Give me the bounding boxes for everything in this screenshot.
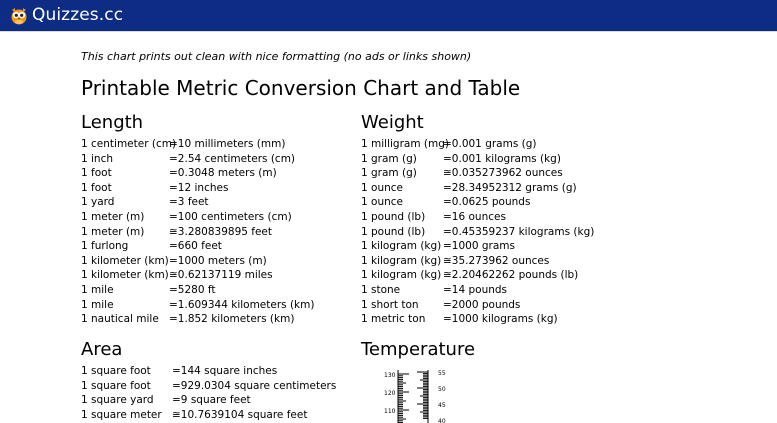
value-cell: ≅0.035273962 ounces <box>443 167 563 180</box>
table-row <box>361 239 621 254</box>
f-tick-label: 130 <box>384 372 396 379</box>
value-cell: ≅0.62137119 miles <box>169 269 273 282</box>
table-row <box>81 239 341 254</box>
table-row <box>81 298 341 313</box>
value-cell: =929.0304 square centimeters <box>172 379 337 392</box>
unit-cell: 1 foot <box>81 167 112 180</box>
value-cell: =9 square feet <box>172 394 251 407</box>
value-cell: =14 pounds <box>443 283 508 296</box>
unit-cell: 1 square meter <box>81 408 162 421</box>
table-row <box>81 312 341 327</box>
c-tick-label: 45 <box>438 402 446 409</box>
table-row <box>81 379 341 394</box>
length-title: Length <box>81 112 144 133</box>
table-row <box>361 152 621 167</box>
temperature-title: Temperature <box>361 339 476 360</box>
top-bar <box>0 0 777 32</box>
value-cell: =16 ounces <box>443 210 506 223</box>
unit-cell: 1 mile <box>81 283 114 296</box>
table-row <box>361 225 621 240</box>
value-cell: =2.54 centimeters (cm) <box>169 152 296 165</box>
table-row <box>361 166 621 181</box>
table-row <box>81 195 341 210</box>
weight-table <box>361 137 621 327</box>
table-row <box>361 298 621 313</box>
table-row <box>81 268 341 283</box>
unit-cell: 1 meter (m) <box>81 225 145 238</box>
unit-cell: 1 milligram (mg) <box>361 138 449 150</box>
brand-name: Quizzes.cc <box>32 5 124 25</box>
value-cell: =0.0625 pounds <box>443 196 531 209</box>
c-tick-label: 40 <box>438 418 446 423</box>
value-cell: =100 centimeters (cm) <box>169 210 292 223</box>
area-table <box>81 364 341 422</box>
value-cell: ≅3.280839895 feet <box>169 225 273 238</box>
c-tick-label: 55 <box>438 370 446 377</box>
value-cell: =10 millimeters (mm) <box>169 138 286 150</box>
unit-cell: 1 square yard <box>81 394 154 407</box>
unit-cell: 1 kilogram (kg) <box>361 240 442 253</box>
unit-cell: 1 gram (g) <box>361 152 417 165</box>
f-tick-label: 110 <box>384 408 396 415</box>
value-cell: =1000 kilograms (kg) <box>443 313 558 326</box>
unit-cell: 1 kilometer (km) <box>81 269 169 282</box>
value-cell: =0.45359237 kilograms (kg) <box>443 225 595 238</box>
table-row <box>81 283 341 298</box>
value-cell: ≅2.20462262 pounds (lb) <box>443 269 579 282</box>
unit-cell: 1 kilogram (kg) <box>361 254 442 267</box>
table-row <box>361 268 621 283</box>
unit-cell: 1 short ton <box>361 298 419 311</box>
table-row <box>81 364 341 379</box>
unit-cell: 1 centimeter (cm) <box>81 138 177 150</box>
unit-cell: 1 furlong <box>81 240 129 253</box>
unit-cell: 1 ounce <box>361 196 403 209</box>
value-cell: =0.001 kilograms (kg) <box>443 152 561 165</box>
unit-cell: 1 square foot <box>81 379 151 392</box>
weight-title: Weight <box>361 112 424 133</box>
value-cell: =5280 ft <box>169 283 216 296</box>
unit-cell: 1 inch <box>81 152 114 165</box>
unit-cell: 1 pound (lb) <box>361 225 426 238</box>
unit-cell: 1 kilometer (km) <box>81 254 169 267</box>
thermometer-scale-graphic <box>383 368 453 423</box>
unit-cell: 1 nautical mile <box>81 313 159 326</box>
value-cell: =0.001 grams (g) <box>443 138 537 150</box>
value-cell: =28.34952312 grams (g) <box>443 181 577 194</box>
unit-cell: 1 yard <box>81 196 115 209</box>
unit-cell: 1 kilogram (kg) <box>361 269 442 282</box>
unit-cell: 1 pound (lb) <box>361 210 426 223</box>
unit-cell: 1 stone <box>361 283 401 296</box>
table-row <box>361 210 621 225</box>
value-cell: ≅10.7639104 square feet <box>172 408 308 421</box>
value-cell: =2000 pounds <box>443 298 521 311</box>
unit-cell: 1 mile <box>81 298 114 311</box>
length-table <box>81 137 341 327</box>
owl-logo-icon <box>10 5 28 25</box>
value-cell: =0.3048 meters (m) <box>169 167 277 180</box>
c-tick-label: 50 <box>438 386 446 393</box>
table-row <box>81 254 341 269</box>
value-cell: ≅35.273962 ounces <box>443 254 550 267</box>
table-row <box>81 393 341 408</box>
unit-cell: 1 square foot <box>81 365 151 377</box>
value-cell: =3 feet <box>169 196 209 209</box>
unit-cell: 1 ounce <box>361 181 403 194</box>
area-title: Area <box>81 339 123 360</box>
table-row <box>361 181 621 196</box>
unit-cell: 1 gram (g) <box>361 167 417 180</box>
table-row <box>361 137 621 152</box>
unit-cell: 1 foot <box>81 181 112 194</box>
table-row <box>81 225 341 240</box>
table-row <box>81 166 341 181</box>
brand-link[interactable] <box>10 5 123 25</box>
table-row <box>81 152 341 167</box>
table-row <box>361 254 621 269</box>
value-cell: =1.852 kilometers (km) <box>169 313 295 326</box>
table-row <box>81 210 341 225</box>
f-tick-label: 120 <box>384 390 396 397</box>
table-row <box>361 312 621 327</box>
thermometer-scale-icon <box>383 368 453 423</box>
table-row <box>81 181 341 196</box>
value-cell: =1.609344 kilometers (km) <box>169 298 315 311</box>
value-cell: =660 feet <box>169 240 222 253</box>
table-row <box>81 408 341 423</box>
value-cell: =144 square inches <box>172 365 278 377</box>
table-row <box>361 195 621 210</box>
page-title: Printable Metric Conversion Chart and Table <box>81 76 521 100</box>
print-notice: This chart prints out clean with nice formatting (no ads or links shown) <box>81 50 472 63</box>
value-cell: =12 inches <box>169 181 229 194</box>
unit-cell: 1 metric ton <box>361 313 426 326</box>
table-row <box>81 137 341 152</box>
unit-cell: 1 meter (m) <box>81 210 145 223</box>
value-cell: =1000 meters (m) <box>169 254 267 267</box>
table-row <box>361 283 621 298</box>
value-cell: =1000 grams <box>443 240 515 253</box>
